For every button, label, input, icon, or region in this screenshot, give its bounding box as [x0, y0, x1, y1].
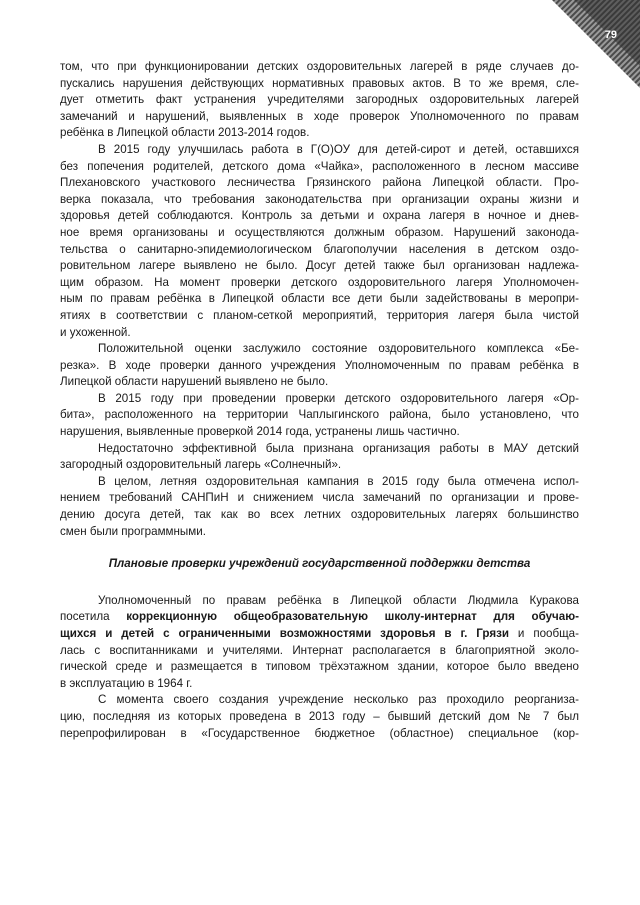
text-line: резка». В ходе проверки данного учреждения Уполномоченным по правам ребёнка в — [60, 358, 579, 372]
spacer — [60, 573, 579, 593]
text-line: загородный оздоровительный лагерь «Солнечный». — [60, 458, 342, 472]
text-line — [60, 609, 579, 626]
text-line: С момента своего создания учреждение несколько раз проходило реорганиза- — [98, 693, 579, 707]
text-line: перепрофилирован в «Государственное бюджетное (областное) специальное (кор- — [60, 726, 579, 740]
bold-institution-name: коррекционную общеобразовательную школу-интернат для обучаю- — [126, 610, 579, 624]
text-line: В 2015 году при проведении проверки детского оздоровительного лагеря «Ор- — [98, 391, 579, 405]
text-line: ровительном лагере выявлено не было. Досуг детей также был организован надлежа- — [60, 259, 579, 273]
spacer — [60, 540, 579, 556]
paragraph-4 — [60, 391, 579, 441]
text-line: ятиях в соответствии с планом-сеткой мероприятий, территория лагеря была чистой — [60, 308, 579, 322]
text-line: лась с воспитанниками и учителями. Интернат располагается в благоприятной эколо- — [60, 643, 579, 657]
text-line: пускались нарушения действующих нормативных правовых актов. В то же время, сле- — [60, 76, 579, 90]
bold-institution-name: щихся и детей с ограниченными возможностями здоровья в г. Грязи — [60, 627, 509, 640]
text-line: В 2015 году улучшилась работа в Г(О)ОУ для детей-сирот и детей, оставшихся — [98, 142, 579, 156]
text-line: тельства о санитарно-эпидемиологическом благополучии населения в детском оздо- — [60, 242, 579, 256]
text-line: дению досуга детей, так как во всех летних оздоровительных лагерях большинство — [60, 508, 579, 522]
paragraph-6 — [60, 474, 579, 540]
text-line: нением требований САНПиН и снижением числа замечаний по организации и прове- — [60, 491, 579, 505]
text-line: гической среде и размещается в типовом трёхэтажном здании, которое было введено — [60, 660, 579, 674]
text-line: бита», расположенного на территории Чаплыгинского района, было установлено, что — [60, 408, 579, 422]
text-line: Плехановского участкового лесничества Грязинского района Липецкой области. Про- — [60, 176, 579, 190]
text-line — [60, 626, 579, 643]
text-line: ное время организованы и осуществляются должным образом. Нарушений законода- — [60, 225, 579, 239]
text-line: нарушения, выявленные проверкой 2014 года, устранены лишь частично. — [60, 425, 460, 439]
paragraph-1 — [60, 59, 579, 142]
page-number: 79 — [604, 29, 617, 41]
text-line: том, что при функционировании детских оздоровительных лагерей в ряде случаев до- — [60, 60, 579, 73]
text-line: здоровья детей соблюдаются. Контроль за детьми и охрана лагеря в ночное и днев- — [60, 209, 579, 223]
paragraph-2 — [60, 142, 579, 341]
text-line: верка показала, что требования законодательства при организации охраны жизни и — [60, 192, 579, 206]
paragraph-5 — [60, 441, 579, 474]
text-line: Недостаточно эффективной была признана организация работы в МАУ детский — [98, 441, 579, 455]
text-run: посетила — [60, 610, 127, 624]
text-line: цию, последняя из которых проведена в 2013 году – бывший детский дом № 7 был — [60, 709, 579, 723]
text-line: замечаний и нарушений, выявленных в ходе проверок Уполномоченного по правам — [60, 109, 579, 123]
text-line: без попечения родителей, детского дома «Чайка», расположенного в лесном массиве — [60, 159, 579, 173]
text-line: щим образом. На момент проверки детского оздоровительного лагеря Уполномочен- — [60, 275, 579, 289]
text-line: Уполномоченный по правам ребёнка в Липецкой области Людмила Куракова — [98, 593, 579, 607]
text-line: ным по правам ребёнка в Липецкой области все дети были задействованы в меропри- — [60, 292, 579, 306]
text-line: в эксплуатацию в 1964 г. — [60, 676, 193, 690]
section-heading: Плановые проверки учреждений государственной поддержки детства — [108, 557, 531, 571]
paragraph-3 — [60, 341, 579, 391]
section-paragraph-2 — [60, 692, 579, 742]
text-line: дует отметить факт устранения учредителями загородных оздоровительных лагерей — [60, 93, 579, 107]
text-line: ребёнка в Липецкой области 2013-2014 годов. — [60, 126, 310, 140]
section-paragraph-1 — [60, 593, 579, 693]
text-line: Положительной оценки заслужило состояние оздоровительного комплекса «Бе- — [98, 342, 579, 356]
text-line: смен были программными. — [60, 524, 206, 538]
text-line: Липецкой области нарушений выявлено не было. — [60, 375, 329, 389]
document-body — [60, 59, 579, 742]
text-line: и ухоженной. — [60, 325, 131, 339]
text-run: и пообща- — [509, 627, 579, 640]
text-line: В целом, летняя оздоровительная кампания в 2015 году была отмечена испол- — [98, 474, 579, 488]
